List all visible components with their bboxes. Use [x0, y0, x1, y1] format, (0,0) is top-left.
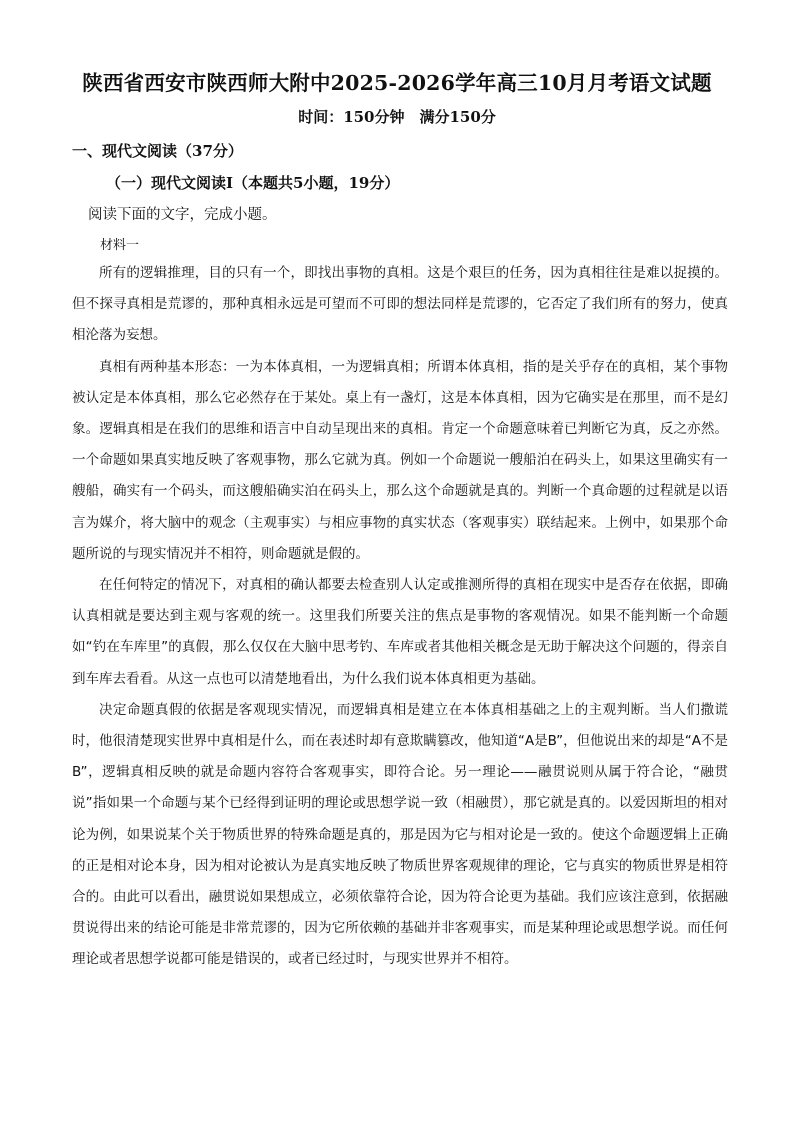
reading-instruction: 阅读下面的文字，完成小题。 — [88, 207, 277, 223]
material-label: 材料一 — [100, 238, 140, 253]
sub-section-heading: （一）现代文阅读Ⅰ（本题共5小题，19分） — [106, 174, 400, 192]
passage-paragraph: 真相有两种基本形态：一为本体真相，一为逻辑真相；所谓本体真相，指的是关乎存在的真相，某个事物被认定是本体真相，那么它必然存在于某处。桌上有一盏灯，这是本体真相，因为它确实是在那里，而不是幻象。逻辑真相是在我们的思维和语言中自动呈现出来的真相。肯定一个命题意味着已判断它为真，反之亦然。一个命题如果真实地反映了客观事物，那么它就为真。例如一个命题说一艘船泊在码头上，如果这里确实有一艘船，确实有一个码头，而这艘船确实泊在码头上，那么这个命题就是真的。判断一个真命题的过程就是以语言为媒介，将大脑中的观念（主观事实）与相应事物的真实状态（客观事实）联结起来。上例中，如果那个命题所说的与现实情况并不相符，则命题就是假的。 — [72, 358, 728, 562]
passage-paragraph: 所有的逻辑推理，目的只有一个，即找出事物的真相。这是个艰巨的任务，因为真相往往是难以捉摸的。但不探寻真相是荒谬的，那种真相永远是可望而不可即的想法同样是荒谬的，它否定了我们所有的努力，使真相沦落为妄想。 — [72, 265, 728, 344]
section-heading: 一、现代文阅读（37分） — [72, 142, 243, 160]
exam-title: 陕西省西安市陕西师大附中2025-2026学年高三10月月考语文试题 — [82, 71, 712, 95]
passage-paragraph: 决定命题真假的依据是客观现实情况，而逻辑真相是建立在本体真相基础之上的主观判断。当人们撒谎时，他很清楚现实世界中真相是什么，而在表述时却有意欺瞒篡改，他知道“A是B”，但他说出来的却是“A不是B”，逻辑真相反映的就是命题内容符合客观事实，即符合论。另一理论——融贯说则从属于符合论，“融贯说”指如果一个命题与某个已经得到证明的理论或思想学说一致（相融贯），那它就是真的。以爱因斯坦的相对论为例，如果说某个关于物质世界的特殊命题是真的，那是因为它与相对论是一致的。使这个命题逻辑上正确的正是相对论本身，因为相对论被认为是真实地反映了物质世界客观规律的理论，它与真实的物质世界是相符合的。由此可以看出，融贯说如果想成立，必须依靠符合论，因为符合论更为基础。我们应该注意到，依据融贯说得出来的结论可能是非常荒谬的，因为它所依赖的基础并非客观事实，而是某种理论或思想学说。而任何理论或者思想学说都可能是错误的，或者已经过时，与现实世界并不相符。 — [72, 701, 728, 968]
exam-time-and-score: 时间：150分钟 满分150分 — [298, 108, 496, 126]
passage-paragraph: 在任何特定的情况下，对真相的确认都要去检查别人认定或推测所得的真相在现实中是否存在依据，即确认真相就是要达到主观与客观的统一。这里我们所要关注的焦点是事物的客观情况。如果不能判断一个命题如“钓在车库里”的真假，那么仅仅在大脑中思考钓、车库或者其他相关概念是无助于解决这个问题的，得亲自到车库去看看。从这一点也可以清楚地看出，为什么我们说本体真相更为基础。 — [72, 577, 728, 687]
reading-passage — [72, 258, 728, 976]
